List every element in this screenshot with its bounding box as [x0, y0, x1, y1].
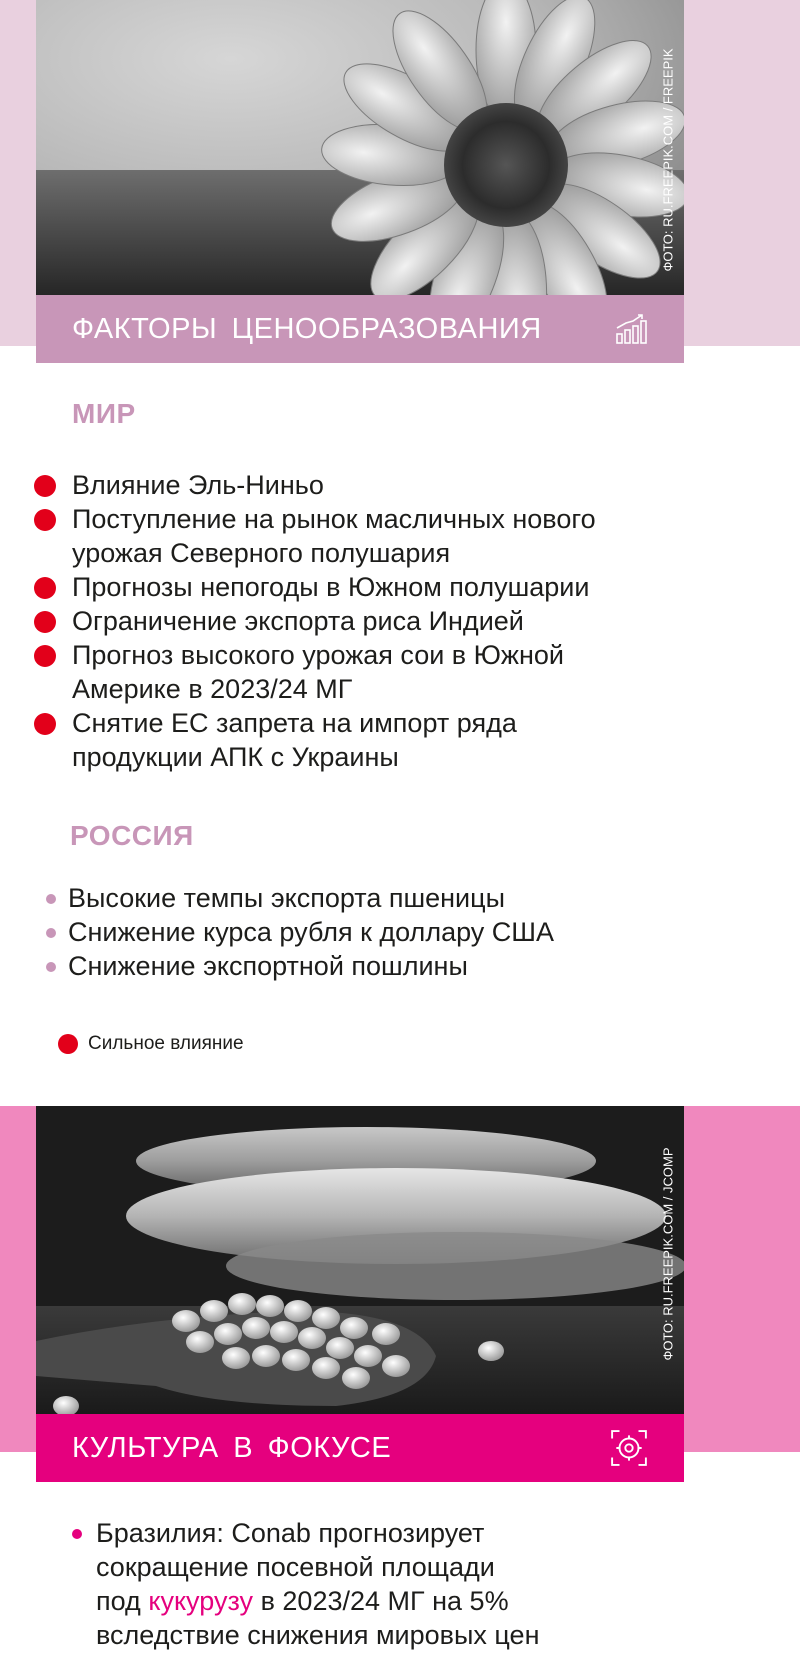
list-item: Высокие темпы экспорта пшеницы	[46, 881, 746, 915]
list-item: Прогнозы непогоды в Южном полушарии	[34, 570, 734, 604]
crop-in-focus-header	[36, 1414, 684, 1482]
strong-influence-dot	[34, 611, 56, 633]
list-item: Влияние Эль-Ниньо	[34, 468, 734, 502]
chart-growth-icon	[614, 312, 648, 346]
world-section-title: МИР	[72, 398, 136, 429]
list-item: Прогноз высокого урожая сои в Южной Америке в 2023/24 МГ	[34, 638, 734, 706]
strong-influence-dot	[34, 475, 56, 497]
highlighted-crop-word: кукурузу	[148, 1586, 254, 1616]
corn-photo	[36, 1106, 684, 1414]
list-item: Снижение курса рубля к доллару США	[46, 915, 746, 949]
strong-influence-dot	[34, 509, 56, 531]
list-item: Ограничение экспорта риса Индией	[34, 604, 734, 638]
target-focus-icon	[610, 1429, 648, 1467]
sunflower-illustration	[36, 0, 684, 295]
bullet-dot	[46, 928, 56, 938]
bullet-dot	[46, 962, 56, 972]
pricing-factors-header	[36, 295, 684, 363]
world-factors-list	[34, 468, 734, 774]
photo-credit-corn: ФОТО: RU.FREEPIK.COM / JCOMP	[660, 1147, 676, 1361]
legend	[58, 1033, 244, 1055]
legend-label: Сильное влияние	[88, 1033, 244, 1054]
list-item: Снижение экспортной пошлины	[46, 949, 746, 983]
sunflower-photo	[36, 0, 684, 295]
russia-section-title: РОССИЯ	[70, 820, 194, 851]
strong-influence-dot	[34, 577, 56, 599]
strong-influence-legend-dot	[58, 1034, 78, 1054]
crop-in-focus-title: КУЛЬТУРА В ФОКУСЕ	[72, 1431, 392, 1464]
list-item: Снятие ЕС запрета на импорт ряда продукции АПК с Украины	[34, 706, 734, 774]
strong-influence-dot	[34, 713, 56, 735]
corn-illustration	[36, 1106, 684, 1414]
bullet-dot	[46, 894, 56, 904]
pricing-factors-title: ФАКТОРЫ ЦЕНООБРАЗОВАНИЯ	[72, 312, 542, 345]
strong-influence-dot	[34, 645, 56, 667]
photo-credit-sunflower: ФОТО: RU.FREEPIK.COM / FREEPIK	[660, 48, 676, 272]
list-item: Поступление на рынок масличных нового урожая Северного полушария	[34, 502, 734, 570]
russia-factors-list	[46, 881, 746, 983]
bullet-dot	[72, 1529, 82, 1539]
focus-paragraph: Бразилия: Conab прогнозирует сокращение посевной площади под кукурузу в 2023/24 МГ на 5% вследствие снижения мировых цен	[72, 1516, 752, 1652]
